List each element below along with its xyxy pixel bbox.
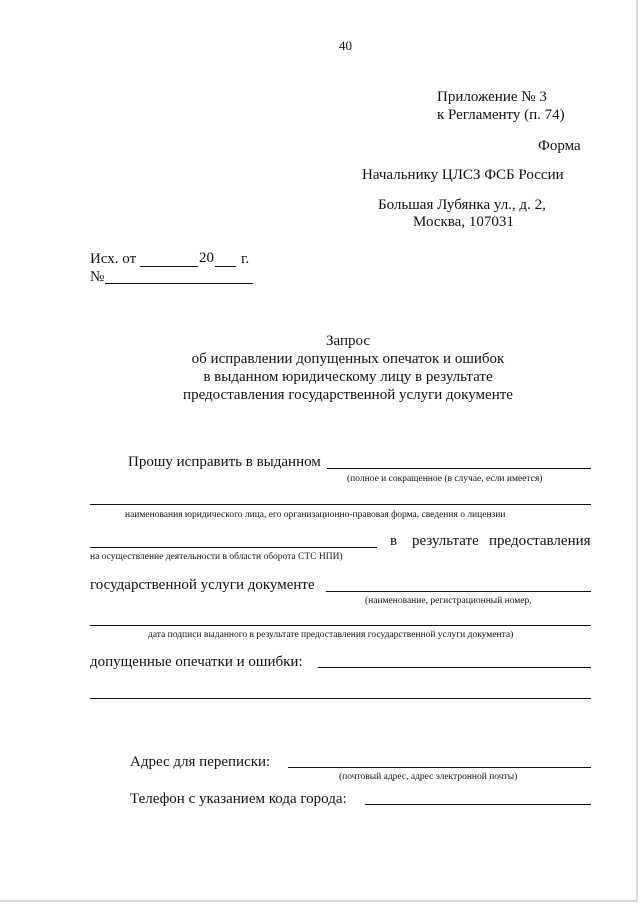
entity-details-field[interactable]: [90, 504, 591, 505]
outgoing-number-label: №: [90, 269, 105, 285]
addressee-title: Начальнику ЦЛСЗ ФСБ России: [362, 167, 564, 183]
appendix-reference: к Регламенту (п. 74): [437, 107, 565, 123]
outgoing-year-suffix: г.: [241, 251, 250, 267]
appendix-title: Приложение № 3: [437, 89, 547, 105]
errors-field-continued[interactable]: [90, 698, 591, 699]
phone-label: Телефон с указанием кода города:: [130, 791, 347, 807]
address-field[interactable]: [288, 767, 591, 768]
document-subtitle-3: предоставления государственной услуги документе: [183, 387, 513, 403]
service-document-label: государственной услуги документе: [90, 577, 315, 593]
document-title: Запрос: [325, 333, 371, 349]
document-name-field[interactable]: [326, 591, 591, 592]
hint-document-date: дата подписи выданного в результате предоставления государственной услуги документа): [148, 630, 514, 640]
addressee-city: Москва, 107031: [413, 214, 514, 230]
outgoing-date-label: Исх. от: [90, 251, 137, 267]
form-label: Форма: [538, 138, 581, 154]
hint-address: (почтовый адрес, адрес электронной почты): [339, 772, 518, 782]
hint-entity-name: (полное и сокращенное (в случае, если имеется): [347, 474, 543, 484]
page-number: 40: [339, 38, 352, 53]
errors-label: допущенные опечатки и ошибки:: [90, 654, 303, 670]
address-label: Адрес для переписки:: [130, 754, 271, 770]
outgoing-date-blank[interactable]: [140, 266, 198, 267]
hint-document-name: (наименование, регистрационный номер,: [365, 596, 532, 606]
document-subtitle-2: в выданном юридическому лицу в результате: [203, 369, 493, 385]
hint-license: на осуществление деятельности в области оборота СТС НПИ): [90, 552, 343, 562]
phone-field[interactable]: [365, 804, 591, 805]
document-date-field[interactable]: [90, 625, 591, 626]
providing-word: предоставления: [489, 533, 591, 549]
document-subtitle-1: об исправлении допущенных опечаток и ошибок: [191, 351, 505, 367]
license-field[interactable]: [90, 547, 377, 548]
entity-name-field[interactable]: [327, 468, 591, 469]
in-word: в: [390, 533, 398, 549]
errors-field[interactable]: [318, 667, 591, 668]
outgoing-year: 20: [199, 250, 214, 266]
result-word: результате: [412, 533, 479, 549]
outgoing-year-blank[interactable]: [215, 266, 236, 267]
request-intro: Прошу исправить в выданном: [128, 454, 321, 470]
addressee-street: Большая Лубянка ул., д. 2,: [378, 197, 546, 213]
hint-entity-details: наименования юридического лица, его организационно-правовая форма, сведения о лицензии: [125, 510, 506, 520]
outgoing-number-blank[interactable]: [105, 283, 253, 284]
